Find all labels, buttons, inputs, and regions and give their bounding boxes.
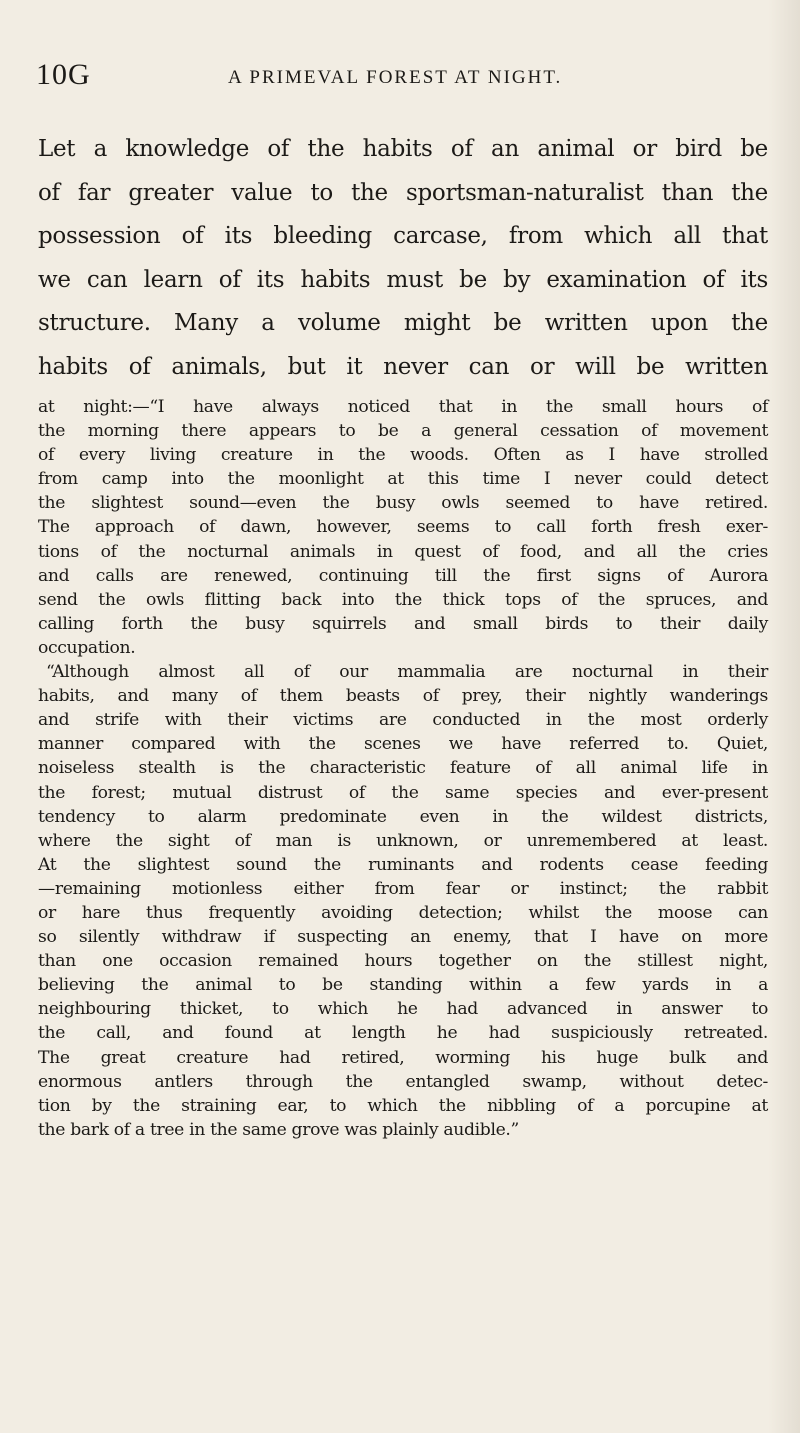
text-line: believing the animal to be standing within a few yards in a	[38, 975, 768, 996]
running-title: A PRIMEVAL FOREST AT NIGHT.	[228, 67, 563, 88]
text-line: structure. Many a volume might be written upon the	[38, 310, 768, 336]
body-text	[38, 128, 768, 1142]
text-line: possession of its bleeding carcase, from which all that	[38, 223, 768, 249]
text-line: or hare thus frequently avoiding detection; whilst the moose can	[38, 902, 768, 923]
text-line: the call, and found at length he had suspiciously retreated.	[38, 1023, 768, 1044]
text-line: of far greater value to the sportsman-naturalist than the	[38, 179, 768, 206]
text-line: habits of animals, but it never can or will be written	[38, 353, 768, 380]
text-line: At the slightest sound the ruminants and rodents cease feeding	[38, 854, 768, 875]
text-line: we can learn of its habits must be by examination of its	[38, 266, 768, 293]
text-line: so silently withdraw if suspecting an enemy, that I have on more	[38, 927, 768, 948]
quotation-paragraph-2	[38, 660, 768, 1142]
text-line: manner compared with the scenes we have referred to. Quiet,	[38, 734, 768, 755]
text-line: of every living creature in the woods. Often as I have strolled	[38, 445, 768, 466]
text-line: where the sight of man is unknown, or unremembered at least.	[38, 830, 768, 851]
text-line: and strife with their victims are conducted in the most orderly	[38, 710, 768, 731]
text-line: send the owls flitting back into the thick tops of the spruces, and	[38, 589, 768, 610]
text-line: noiseless stealth is the characteristic feature of all animal life in	[38, 758, 768, 779]
text-line: calling forth the busy squirrels and small birds to their daily	[38, 613, 768, 634]
text-line: occupation.	[38, 637, 136, 658]
text-line: The great creature had retired, worming his huge bulk and	[38, 1047, 768, 1068]
quotation-block	[38, 395, 768, 1142]
text-line: tion by the straining ear, to which the nibbling of a porcupine at	[38, 1095, 768, 1116]
running-head	[32, 58, 760, 98]
text-line: than one occasion remained hours together on the stillest night,	[38, 951, 768, 972]
text-line: at night:—“I have always noticed that in the small hours of	[38, 397, 768, 417]
text-line: the bark of a tree in the same grove was plainly audible.”	[38, 1119, 519, 1140]
text-line: enormous antlers through the entangled swamp, without detec-	[38, 1071, 768, 1092]
text-line: “Although almost all of our mammalia are nocturnal in their	[46, 662, 768, 683]
text-line: tions of the nocturnal animals in quest of food, and all the cries	[38, 541, 768, 562]
text-line: The approach of dawn, however, seems to call forth fresh exer-	[38, 517, 768, 538]
quotation-paragraph-1	[38, 395, 768, 660]
text-line: the morning there appears to be a general cessation of movement	[38, 421, 768, 442]
text-line: habits, and many of them beasts of prey, their nightly wanderings	[38, 686, 768, 707]
text-line: tendency to alarm predominate even in the wildest districts,	[38, 806, 768, 827]
main-paragraph	[38, 128, 768, 389]
text-line: the slightest sound—even the busy owls seemed to have retired.	[38, 493, 768, 514]
text-line: from camp into the moonlight at this time I never could detect	[38, 469, 768, 490]
text-line: and calls are renewed, continuing till the first signs of Aurora	[38, 565, 768, 586]
text-line: the forest; mutual distrust of the same species and ever-present	[38, 782, 768, 803]
text-line: —remaining motionless either from fear or instinct; the rabbit	[38, 878, 768, 899]
text-line: Let a knowledge of the habits of an animal or bird be	[38, 136, 768, 162]
text-line: neighbouring thicket, to which he had advanced in answer to	[38, 999, 768, 1020]
page-number: 10G	[36, 58, 91, 91]
